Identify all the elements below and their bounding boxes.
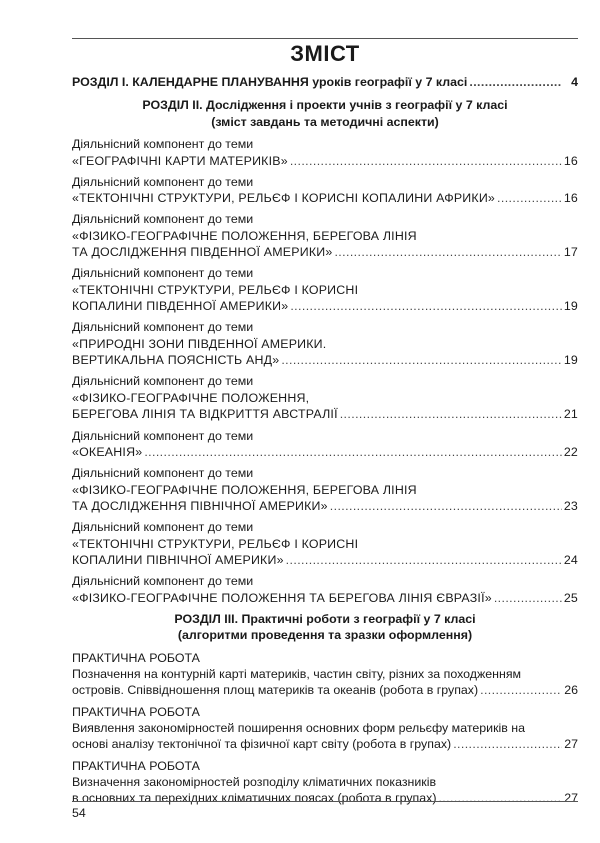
dot-leader: [334, 244, 561, 260]
entry-line: Діяльнісний компонент до теми: [72, 320, 254, 335]
top-rule: [72, 38, 578, 39]
page-ref: 16: [563, 153, 578, 168]
section-3-heading: [72, 611, 578, 644]
entry-line: Визначення закономірностей розподілу кліматичних показників: [72, 775, 437, 789]
section-2-subtitle: (зміст завдань та методичні аспекти): [211, 114, 439, 129]
entry-line: ПРАКТИЧНА РОБОТА: [72, 758, 200, 773]
section-2-title: РОЗДІЛ ІІ. Дослідження і проекти учнів з географії у 7 класі: [142, 98, 508, 113]
entry-line: «ТЕКТОНІЧНІ СТРУКТУРИ, РЕЛЬЄФ І КОРИСНІ: [72, 282, 359, 297]
entry-topic: основі аналізу тектонічної та фізичної карт світу (робота в групах): [72, 737, 452, 752]
entry-line: «ФІЗИКО-ГЕОГРАФІЧНЕ ПОЛОЖЕННЯ, БЕРЕГОВА ЛІНІЯ: [72, 228, 417, 243]
dot-leader: [438, 790, 562, 806]
entry-topic: БЕРЕГОВА ЛІНІЯ ТА ВІДКРИТТЯ АВСТРАЛІЇ: [72, 407, 338, 422]
section-3-title: РОЗДІЛ ІІІ. Практичні роботи з географії у 7 класі: [174, 611, 476, 626]
dot-leader: [290, 298, 561, 314]
toc-entry[interactable]: [72, 465, 578, 514]
entry-line: «ТЕКТОНІЧНІ СТРУКТУРИ, РЕЛЬЄФ І КОРИСНІ: [72, 536, 359, 551]
dot-leader: [340, 406, 562, 422]
entry-line: «ФІЗИКО-ГЕОГРАФІЧНЕ ПОЛОЖЕННЯ,: [72, 390, 310, 405]
page-ref: 24: [563, 552, 578, 567]
section-3-subtitle: (алгоритми проведення та зразки оформлення): [177, 628, 473, 643]
entry-line: ПРАКТИЧНА РОБОТА: [72, 704, 200, 719]
entry-line: ПРАКТИЧНА РОБОТА: [72, 650, 200, 665]
toc-entry[interactable]: [72, 373, 578, 422]
entry-topic: островів. Співвідношення площ материків та океанів (робота в групах): [72, 683, 479, 698]
entry-line: Діяльнісний компонент до теми: [72, 266, 254, 281]
toc-entry[interactable]: [72, 428, 578, 461]
entry-topic: «ТЕКТОНІЧНІ СТРУКТУРИ, РЕЛЬЄФ І КОРИСНІ КОПАЛИНИ АФРИКИ»: [72, 191, 496, 206]
toc-entry[interactable]: [72, 650, 578, 699]
page-ref: 27: [564, 791, 578, 806]
toc-entry[interactable]: [72, 211, 578, 260]
table-of-contents: [72, 74, 578, 812]
dot-leader: [330, 498, 562, 514]
toc-entry[interactable]: [72, 265, 578, 314]
entry-line: Діяльнісний компонент до теми: [72, 374, 254, 389]
bottom-rule: [72, 801, 578, 802]
entry-topic: в основних та перехідних кліматичних поясах (робота в групах): [72, 791, 437, 806]
page-ref: 16: [563, 191, 578, 206]
entry-topic: КОПАЛИНИ ПІВНІЧНОЇ АМЕРИКИ»: [72, 552, 284, 567]
toc-entry[interactable]: [72, 174, 578, 207]
dot-leader: [497, 190, 562, 206]
page-ref: 19: [563, 299, 578, 314]
entry-line: Діяльнісний компонент до теми: [72, 520, 254, 535]
dot-leader: [453, 736, 562, 752]
page-ref: 4: [571, 75, 578, 89]
section-1-title: РОЗДІЛ І. КАЛЕНДАРНЕ ПЛАНУВАННЯ уроків географії у 7 класі: [72, 75, 468, 89]
entry-topic: «ФІЗИКО-ГЕОГРАФІЧНЕ ПОЛОЖЕННЯ ТА БЕРЕГОВА ЛІНІЯ ЄВРАЗІЇ»: [72, 590, 492, 605]
section-1-entry[interactable]: [72, 74, 578, 90]
entry-topic: «ГЕОГРАФІЧНІ КАРТИ МАТЕРИКІВ»: [72, 153, 288, 168]
page-number: 54: [72, 806, 86, 820]
entry-line: Діяльнісний компонент до теми: [72, 137, 254, 152]
toc-entry[interactable]: [72, 136, 578, 169]
dot-leader: [144, 444, 562, 460]
entry-line: Позначення на контурній карті материків, частин світу, різних за походженням: [72, 666, 522, 681]
entry-line: Виявлення закономірностей поширення основних форм рельєфу материків на: [72, 720, 525, 735]
page-ref: 17: [563, 245, 578, 260]
entry-topic: ТА ДОСЛІДЖЕННЯ ПІВДЕННОЇ АМЕРИКИ»: [72, 245, 333, 260]
page-ref: 22: [563, 444, 578, 459]
entry-line: «ФІЗИКО-ГЕОГРАФІЧНЕ ПОЛОЖЕННЯ, БЕРЕГОВА ЛІНІЯ: [72, 482, 417, 497]
toc-entry[interactable]: [72, 519, 578, 568]
dot-leader: [281, 352, 561, 368]
dot-leader: [469, 74, 562, 90]
page-ref: 21: [563, 407, 578, 422]
toc-entry[interactable]: [72, 573, 578, 606]
page-ref: 26: [564, 683, 578, 698]
entry-line: Діяльнісний компонент до теми: [72, 428, 254, 443]
entry-line: Діяльнісний компонент до теми: [72, 466, 254, 481]
page-ref: 23: [563, 498, 578, 513]
entry-topic: КОПАЛИНИ ПІВДЕННОЇ АМЕРИКИ»: [72, 299, 289, 314]
page-ref: 25: [563, 590, 578, 605]
page-ref: 27: [564, 737, 578, 752]
dot-leader: [480, 682, 562, 698]
entry-topic: «ОКЕАНІЯ»: [72, 444, 143, 459]
page-title: ЗМІСТ: [290, 41, 360, 66]
page-ref: 19: [563, 353, 578, 368]
entry-line: «ПРИРОДНІ ЗОНИ ПІВДЕННОЇ АМЕРИКИ.: [72, 336, 327, 351]
entry-topic: ТА ДОСЛІДЖЕННЯ ПІВНІЧНОЇ АМЕРИКИ»: [72, 498, 328, 513]
dot-leader: [494, 590, 562, 606]
toc-entry[interactable]: [72, 758, 578, 807]
entry-line: Діяльнісний компонент до теми: [72, 174, 254, 189]
entry-topic: ВЕРТИКАЛЬНА ПОЯСНІСТЬ АНД»: [72, 353, 280, 368]
entry-line: Діяльнісний компонент до теми: [72, 212, 254, 227]
toc-entry[interactable]: [72, 319, 578, 368]
section-2-heading: [72, 97, 578, 130]
dot-leader: [290, 153, 562, 169]
entry-line: Діяльнісний компонент до теми: [72, 574, 254, 589]
dot-leader: [286, 552, 562, 568]
toc-entry[interactable]: [72, 704, 578, 753]
